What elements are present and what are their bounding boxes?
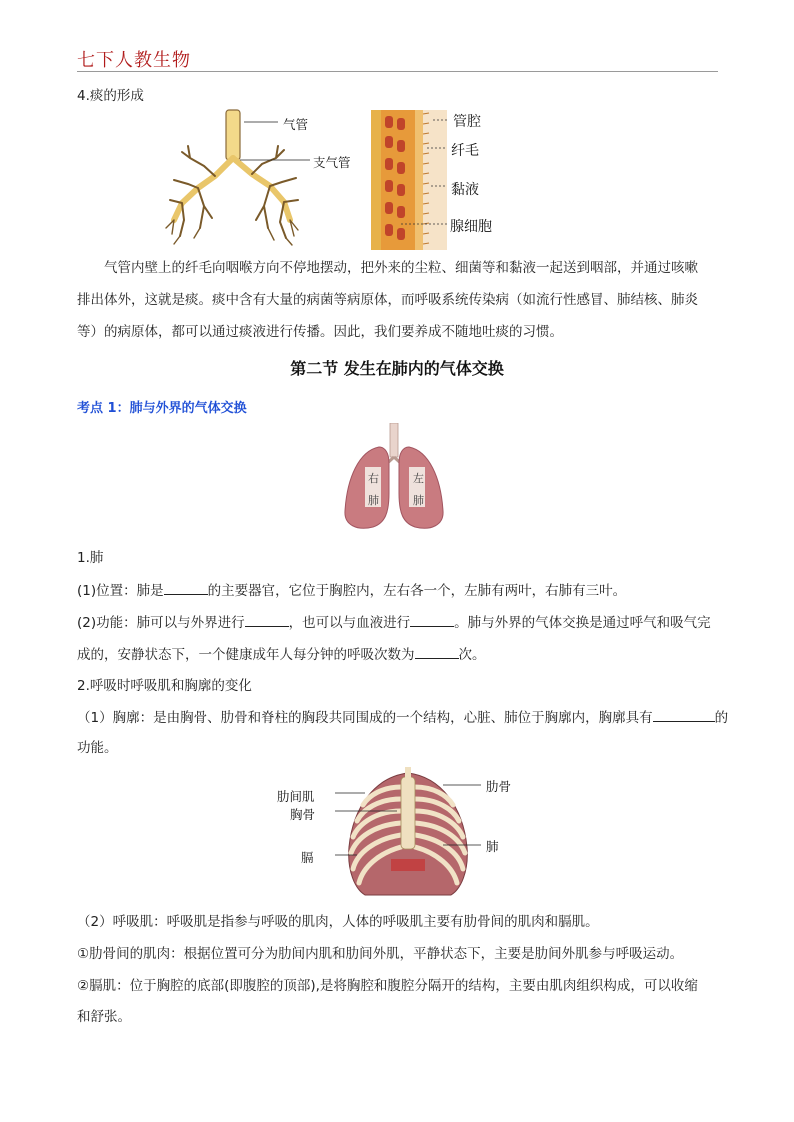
answer-blank-3[interactable] <box>410 612 454 627</box>
lungs-figure <box>339 423 449 538</box>
sputum-heading: 4.痰的形成 <box>77 88 144 104</box>
right-lung-label-2: 肺 <box>368 494 379 507</box>
kaodian-heading: 考点 1：肺与外界的气体交换 <box>77 401 247 416</box>
rib-label: 肋骨 <box>486 779 512 794</box>
answer-blank-2[interactable] <box>245 612 289 627</box>
sputum-paragraph-line3: 等）的病原体，都可以通过痰液进行传播。因此，我们要养成不随地吐痰的习惯。 <box>77 324 563 340</box>
bronchial-tree-figure <box>160 108 370 248</box>
trachea-label: 气管 <box>283 117 309 132</box>
muscles-line3: ②膈肌：位于胸腔的底部(即腹腔的顶部),是将胸腔和腹腔分隔开的结构，主要由肌肉组织构成，可以收缩 <box>77 978 698 994</box>
lumen-label: 管腔 <box>453 114 481 130</box>
answer-blank-5[interactable] <box>653 707 715 722</box>
rib-cage-figure <box>335 767 481 899</box>
lung-position-text-a: (1)位置：肺是 <box>77 583 164 599</box>
section-title: 第二节 发生在肺内的气体交换 <box>290 359 504 378</box>
mucus-label: 黏液 <box>451 182 479 198</box>
cilia-label: 纤毛 <box>451 143 479 159</box>
thorax-heading: 2.呼吸时呼吸肌和胸廓的变化 <box>77 678 252 694</box>
answer-blank-4[interactable] <box>415 644 459 659</box>
tracheal-wall-figure <box>371 110 447 250</box>
lung-heading: 1.肺 <box>77 550 104 566</box>
thorax-line1 <box>77 707 728 728</box>
thorax-text-a: （1）胸廓：是由胸骨、肋骨和脊柱的胸段共同围成的一个结构，心脏、肺位于胸廓内，胸廓具有 <box>77 710 653 726</box>
lung-label: 肺 <box>486 839 499 854</box>
lung-function-line2 <box>77 644 486 665</box>
muscles-line1: （2）呼吸肌：呼吸肌是指参与呼吸的肌肉，人体的呼吸肌主要有肋骨间的肌肉和膈肌。 <box>77 914 599 930</box>
sputum-paragraph-line1: 气管内壁上的纤毛向咽喉方向不停地摆动，把外来的尘粒、细菌等和黏液一起送到咽部，并通过咳嗽 <box>104 260 698 276</box>
trachea-shape <box>226 110 240 160</box>
header-title: 七下人教生物 <box>77 50 191 71</box>
lung-function-text-d: 成的，安静状态下，一个健康成年人每分钟的呼吸次数为 <box>77 647 415 663</box>
lung-position-text-b: 的主要器官，它位于胸腔内，左右各一个，左肺有两叶，右肺有三叶。 <box>207 583 627 599</box>
bronchus-label: 支气管 <box>313 155 351 170</box>
lung-function-text-b: ，也可以与血液进行 <box>288 615 411 631</box>
header-divider <box>77 71 718 72</box>
muscles-line2: ①肋骨间的肌肉：根据位置可分为肋间内肌和肋间外肌，平静状态下，主要是肋间外肌参与呼吸运动。 <box>77 946 684 962</box>
left-lung-label-2: 肺 <box>413 494 424 507</box>
thorax-text-b: 的 <box>714 710 729 726</box>
lung-position-line <box>77 580 626 601</box>
sputum-paragraph-line2: 排出体外，这就是痰。痰中含有大量的病菌等病原体，而呼吸系统传染病（如流行性感冒、肺结核、肺炎 <box>77 292 698 308</box>
sternum-label: 胸骨 <box>290 807 316 822</box>
left-lung-label-1: 左 <box>413 472 424 485</box>
answer-blank-1[interactable] <box>164 580 208 595</box>
lung-function-text-e: 次。 <box>458 647 486 663</box>
intercostal-muscle-label: 肋间肌 <box>277 789 315 804</box>
thorax-line2: 功能。 <box>77 740 118 756</box>
gland-cell-label: 腺细胞 <box>450 219 492 235</box>
lung-function-line1 <box>77 612 711 633</box>
right-lung-label-1: 右 <box>368 472 379 485</box>
lung-function-text-a: (2)功能：肺可以与外界进行 <box>77 615 245 631</box>
muscles-line4: 和舒张。 <box>77 1009 131 1025</box>
diaphragm-label: 膈 <box>301 850 314 865</box>
lung-function-text-c: 。肺与外界的气体交换是通过呼气和吸气完 <box>454 615 711 631</box>
